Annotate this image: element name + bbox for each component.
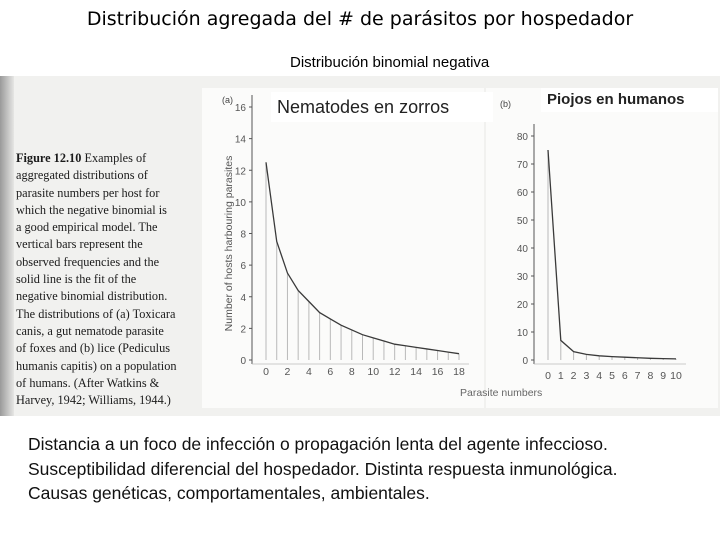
panel-a-x-tick-label: 16: [431, 366, 444, 378]
panel-b-x-tick-label: 8: [647, 370, 654, 382]
caption-line: Harvey, 1942; Williams, 1944.): [16, 393, 171, 408]
panel-a-x-tick-label: 2: [284, 366, 291, 378]
caption-line: vertical bars represent the: [16, 237, 143, 252]
panel-b-x-axis-label: Parasite numbers: [460, 387, 543, 399]
panel-a-x-tick-label: 0: [263, 366, 269, 378]
caption-line: solid line is the fit of the: [16, 272, 137, 287]
panel-b-y-tick-label: 0: [522, 356, 528, 367]
panel-a-y-tick-label: 8: [240, 229, 246, 241]
panel-b-tag: (b): [500, 99, 511, 109]
panel-a-y-tick-label: 10: [234, 197, 246, 209]
panel-b-x-tick-label: 4: [596, 370, 603, 382]
caption-line: The distributions of (a) Toxicara: [16, 306, 176, 321]
bottom-line-1: Distancia a un foco de infección o propagación lenta del agente infeccioso.: [28, 434, 608, 454]
panel-a-y-tick-label: 14: [234, 134, 246, 146]
bottom-line-2: Susceptibilidad diferencial del hospedador. Distinta respuesta inmunológica.: [28, 458, 618, 479]
panel-b-label: Piojos en humanos: [541, 88, 718, 112]
panel-a-x-tick-label: 4: [305, 366, 312, 378]
caption-line: a good empirical model. The: [16, 220, 158, 235]
caption-line: parasite numbers per host for: [16, 185, 160, 200]
panel-a-x-tick-label: 8: [348, 366, 355, 378]
panel-a-y-axis-label: Number of hosts harbouring parasites: [223, 155, 235, 332]
panel-b-y-tick-label: 50: [516, 216, 528, 227]
panel-b-x-tick-label: 5: [609, 370, 615, 382]
panel-a-y-tick-label: 12: [234, 166, 246, 178]
caption-line: aggregated distributions of: [16, 168, 148, 183]
slide-title: Distribución agregada del # de parásitos por hospedador: [86, 8, 634, 30]
panel-b-y-tick-label: 20: [516, 300, 528, 311]
panel-b-y-tick-label: 80: [516, 132, 528, 143]
caption-line: which the negative binomial is: [16, 202, 167, 217]
panel-b-x-tick-label: 2: [570, 370, 577, 382]
caption-line: of humans. (After Watkins &: [16, 375, 160, 390]
caption-line: humanis capitis) on a population: [16, 358, 177, 373]
panel-a-y-tick-label: 16: [234, 103, 246, 114]
panel-a-x-tick-label: 14: [410, 366, 422, 378]
panel-b-y-tick-label: 60: [516, 188, 528, 199]
panel-b-y-tick-label: 30: [516, 272, 528, 283]
panel-b-x-tick-label: 0: [545, 370, 551, 382]
panel-b-x-tick-label: 9: [660, 370, 667, 382]
panel-a-y-tick-label: 4: [240, 292, 246, 304]
caption-line: negative binomial distribution.: [16, 289, 168, 304]
caption-line: observed frequencies and the: [16, 254, 160, 269]
bottom-text: [28, 432, 618, 506]
panel-b-x-tick-label: 3: [583, 370, 590, 382]
panel-b-y-tick-label: 40: [516, 244, 528, 255]
panel-a-x-tick-label: 12: [388, 366, 401, 378]
panel-b-fit-line: [548, 150, 676, 359]
panel-a-x-tick-label: 10: [367, 366, 380, 378]
panel-a-y-tick-label: 2: [240, 324, 246, 336]
caption-line: of foxes and (b) lice (Pediculus: [16, 341, 171, 356]
chart-subtitle: Distribución binomial negativa: [290, 54, 490, 71]
panel-b-x-tick-label: 6: [621, 370, 628, 382]
panel-a-x-tick-label: 18: [453, 366, 465, 378]
figure-label: Figure 12.10: [16, 151, 82, 165]
panel-b-x-tick-label: 1: [557, 370, 564, 382]
panel-a-x-tick-label: 6: [327, 366, 334, 378]
panel-a-tag: (a): [222, 95, 233, 105]
panel-a-fit-line: [266, 162, 459, 353]
bottom-line-3: Causas genéticas, comportamentales, ambientales.: [28, 483, 430, 503]
panel-a-y-tick-label: 0: [240, 356, 246, 367]
panel-b-y-tick-label: 10: [516, 328, 528, 339]
panel-a-y-tick-label: 6: [240, 261, 246, 273]
panel-b-x-tick-label: 7: [634, 370, 641, 382]
panel-b-x-tick-label: 10: [670, 370, 682, 382]
panel-a-label: Nematodes en zorros: [271, 92, 493, 122]
caption-line: canis, a gut nematode parasite: [16, 323, 164, 338]
caption-line: Examples of: [84, 151, 147, 165]
panel-b-y-tick-label: 70: [516, 160, 528, 171]
